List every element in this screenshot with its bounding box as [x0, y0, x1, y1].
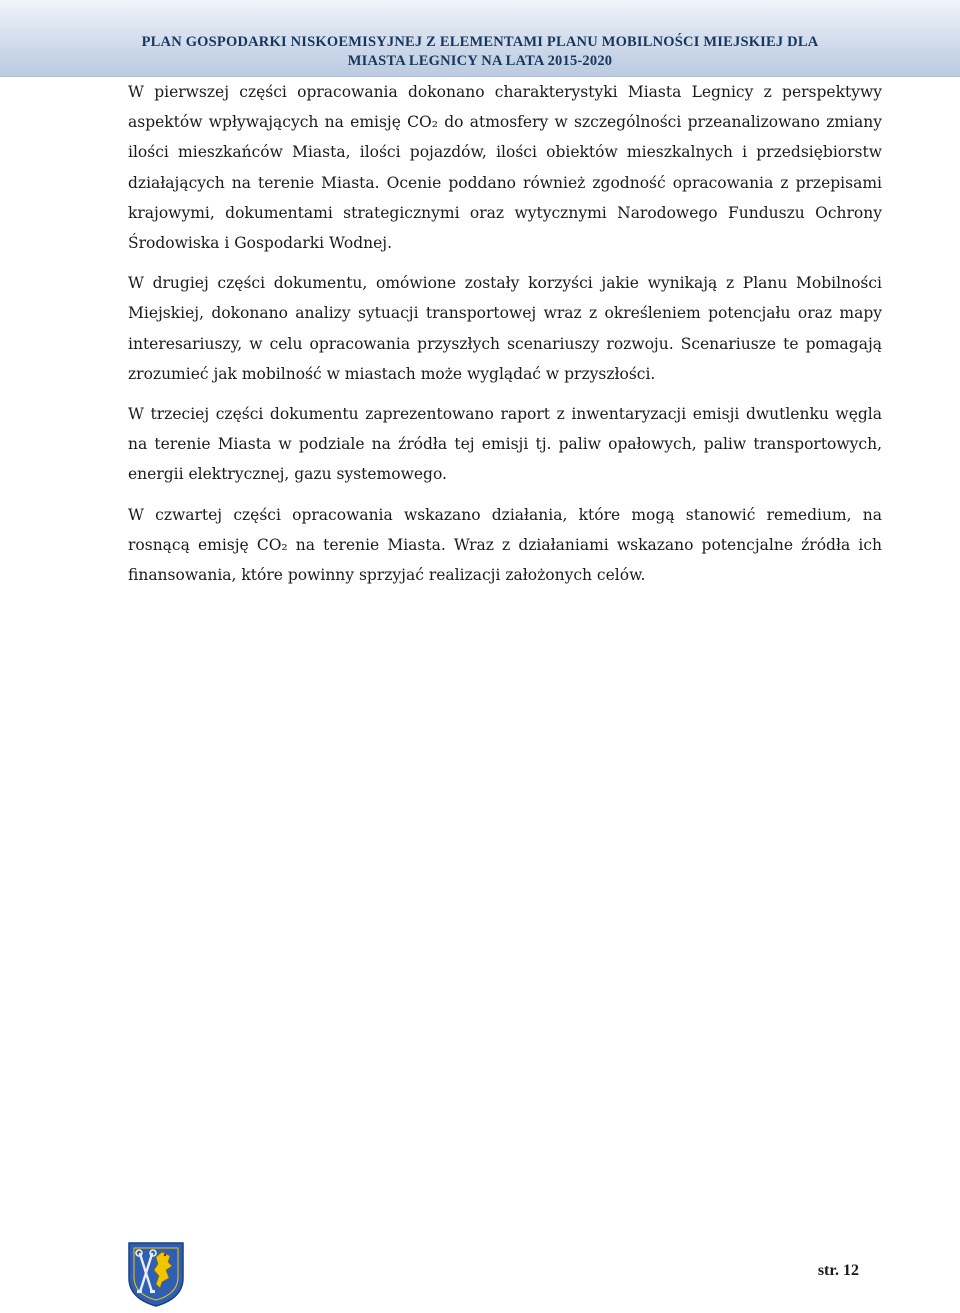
page-number: str. 12	[817, 1262, 859, 1279]
document-title-line-2: MIASTA LEGNICY NA LATA 2015-2020	[347, 53, 613, 69]
paragraph-part-two: W drugiej części dokumentu, omówione zostały korzyści jakie wynikają z Planu Mobilności Miejskiej, dokonano analizy sytuacji transportowej wraz z określeniem potencjału oraz mapy interesariuszy, w celu opracowania przyszłych scenariuszy rozwoju. Scenariusze te pomagają zrozumieć jak mobilność w miastach może wyglądać w przyszłości.	[128, 274, 882, 383]
paragraph-part-three: W trzeciej części dokumentu zaprezentowano raport z inwentaryzacji emisji dwutlenku węgla na terenie Miasta w podziale na źródła tej emisji tj. paliw opałowych, paliw transportowych, energii elektrycznej, gazu systemowego.	[128, 405, 882, 484]
paragraph-part-four: W czwartej części opracowania wskazano działania, które mogą stanowić remedium, na rosnącą emisję CO₂ na terenie Miasta. Wraz z działaniami wskazano potencjalne źródła ich finansowania, które powinny sprzyjać realizacji założonych celów.	[128, 505, 882, 585]
page-header	[0, 0, 960, 77]
paragraph-part-one: W pierwszej części opracowania dokonano charakterystyki Miasta Legnicy z perspektywy aspektów wpływających na emisję CO₂ do atmosfery w szczególności przeanalizowano zmiany ilości mieszkańców Miasta, ilości pojazdów, ilości obiektów mieszkalnych i przedsiębiorstw działających na terenie Miasta. Ocenie poddano również zgodność opracowania z przepisami krajowymi, dokumentami strategicznymi oraz wytycznymi Narodowego Funduszu Ochrony Środowiska i Gospodarki Wodnej.	[128, 83, 882, 253]
legnica-coat-of-arms-icon	[126, 1240, 186, 1308]
document-title-line-1: PLAN GOSPODARKI NISKOEMISYJNEJ Z ELEMENTAMI PLANU MOBILNOŚCI MIEJSKIEJ DLA	[141, 34, 819, 50]
document-body	[128, 77, 882, 590]
document-title	[80, 33, 880, 71]
